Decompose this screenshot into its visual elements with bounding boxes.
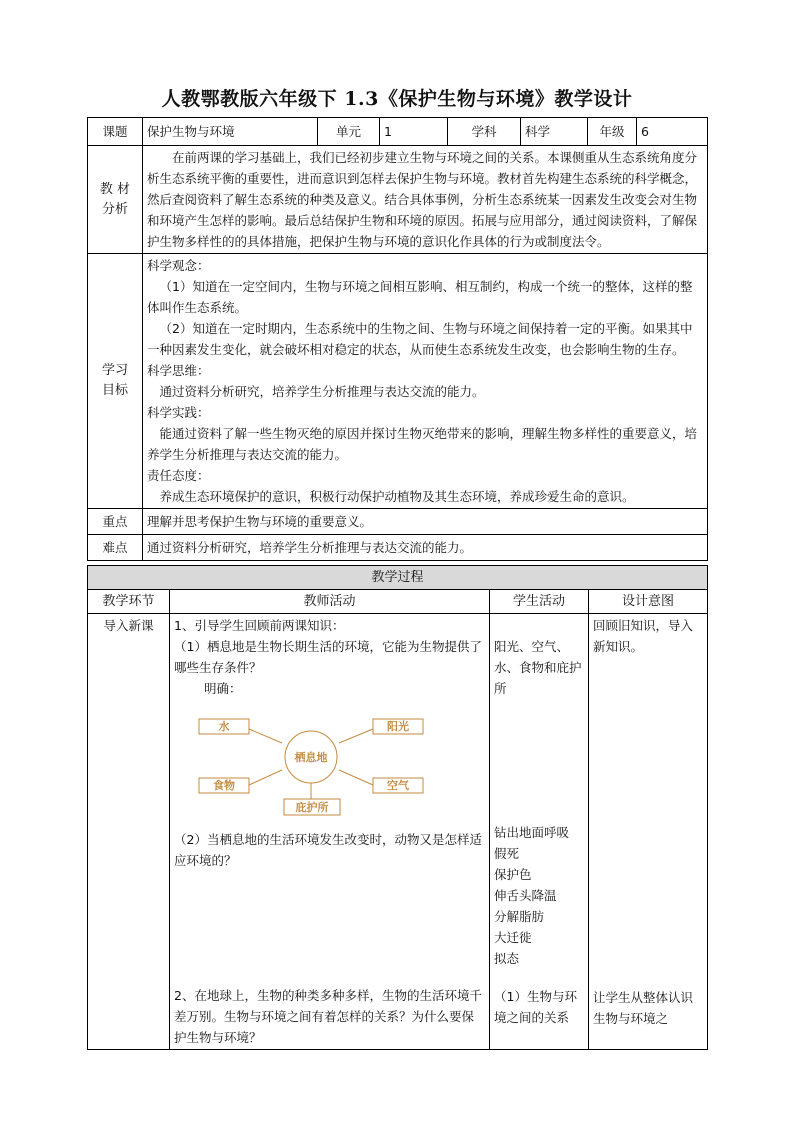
student-answer-1: 阳光、空气、水、食物和庇护所 [494,639,582,696]
process-table [87,565,708,1050]
analysis-label [88,146,143,254]
grade-label: 年级 [588,118,637,146]
subject-value: 科学 [521,118,588,146]
practice-heading: 科学实践： [147,405,210,420]
intent-cell [589,614,708,1050]
habitat-diagram [198,705,428,823]
teacher-clarify: 明确： [204,681,242,696]
attitude-heading: 责任态度： [147,468,210,483]
objectives-label-1: 学习 [101,363,128,378]
intent-text-1: 回顾旧知识，导入新知识。 [593,618,694,654]
unit-value: 1 [380,118,448,146]
practice-text: 能通过资料了解一些生物灭绝的原因并探讨生物灭绝带来的影响，理解生物多样性的重要意义，培养学生分析推理与表达交流的能力。 [147,426,698,462]
student-answer-2-2: 保护色 [494,867,532,882]
subject-label: 学科 [448,118,521,146]
stage-cell: 导入新课 [88,614,170,1050]
grade-value: 6 [637,118,708,146]
thinking-text: 通过资料分析研究，培养学生分析推理与表达交流的能力。 [159,384,485,399]
teacher-question-1: （1）栖息地是生物长期生活的环境，它能为生物提供了哪些生存条件？ [174,639,482,675]
process-title: 教学过程 [88,566,708,590]
lesson-plan-sheet [87,117,707,1050]
attitude-text: 养成生态环境保护的意识，积极行动保护动植物及其生态环境，养成珍爱生命的意识。 [159,489,635,504]
intent-text-2: 让学生从整体认识生物与环境之 [593,990,694,1026]
difficulty-label: 难点 [88,535,143,561]
topic-value: 保护生物与环境 [143,118,318,146]
page-title: 人教鄂教版六年级下 1.3《保护生物与环境》教学设计 [161,88,633,110]
topic-label: 课题 [88,118,143,146]
unit-label: 单元 [318,118,380,146]
info-table [87,117,708,561]
objectives-label [88,254,143,509]
difficulty-text: 通过资料分析研究，培养学生分析推理与表达交流的能力。 [143,535,708,561]
student-answer-2-4: 分解脂肪 [494,909,545,924]
link-water [249,729,282,743]
header-student: 学生活动 [490,590,589,614]
objectives-label-2: 目标 [101,383,128,398]
diagram-center-label: 栖息地 [294,751,328,764]
header-stage: 教学环节 [88,590,170,614]
student-answer-3: （1）生物与环境之间的关系 [494,989,577,1025]
header-teacher: 教师活动 [170,590,490,614]
thinking-heading: 科学思维： [147,363,210,378]
student-answer-2-3: 伸舌头降温 [494,888,557,903]
diagram-shelter-label: 庇护所 [295,801,329,814]
teacher-step-2: 2、在地球上，生物的种类多种多样，生物的生活环境千差万别。生物与环境之间有着怎样的关系？为什么要保护生物与环境？ [174,988,482,1045]
teacher-cell [170,614,490,1050]
student-cell [490,614,589,1050]
analysis-text: 在前两课的学习基础上，我们已经初步建立生物与环境之间的关系。本课侧重从生态系统角度分析生态系统平衡的重要性，进而意识到怎样去保护生物与环境。教材首先构建生态系统的科学概念，然后查阅资料了解生态系统的种类及意义。结合具体事例，分析生态系统某一因素发生改变会对生物和环境产生怎样的影响。最后总结保护生物和环境的原因。拓展与应用部分，通过阅读资料，了解保护生物多样性的的具体措施，把保护生物与环境的意识化作具体的行为或制度法令。 [147,150,698,249]
link-air [339,770,373,785]
diagram-air-label: 空气 [387,779,409,792]
diagram-water-label: 水 [218,720,230,733]
header-intent: 设计意图 [589,590,708,614]
concept-heading: 科学观念： [147,258,210,273]
link-food [249,770,282,785]
diagram-food-label: 食物 [213,779,235,792]
keypoint-label: 重点 [88,509,143,535]
objectives-cell [143,254,708,509]
analysis-label-2: 分析 [101,201,128,217]
diagram-sun-label: 阳光 [387,720,409,733]
student-answer-2-6: 拟态 [494,951,520,966]
student-answer-2-0: 钻出地面呼吸 [494,825,570,840]
teacher-step-1: 1、引导学生回顾前两课知识： [174,618,345,633]
analysis-label-1: 教 材 [99,181,131,197]
teacher-question-2: （2）当栖息地的生活环境发生改变时，动物又是怎样适应环境的？ [174,832,482,868]
link-sun [339,729,373,743]
concept-item-1: （1）知道在一定空间内，生物与环境之间相互影响、相互制约，构成一个统一的整体，这样的整体叫作生态系统。 [147,279,693,315]
student-answer-2-5: 大迁徙 [494,930,532,945]
analysis-text-cell [143,146,708,254]
student-answer-2-1: 假死 [494,846,520,861]
concept-item-2: （2）知道在一定时期内，生态系统中的生物之间、生物与环境之间保持着一定的平衡。如果其中一种因素发生变化，就会破坏相对稳定的状态，从而使生态系统发生改变，也会影响生物的生存。 [147,321,693,357]
keypoint-text: 理解并思考保护生物与环境的重要意义。 [143,509,708,535]
